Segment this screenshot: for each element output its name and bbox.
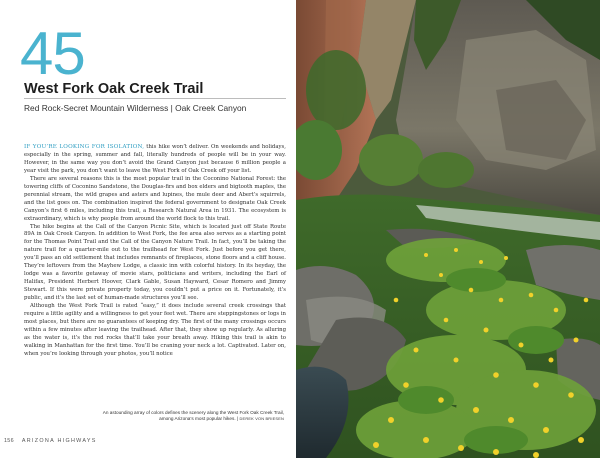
canyon-photo-illustration: [296, 0, 600, 458]
paragraph-2: There are several reasons this is the most popular trail in the Coconino National Forest: the towering cliffs of Coconino Sandstone, the Douglas-firs and box elders and bigtooth maples, the perennial stream, the wild grapes and asters and lupines, the mule deer and Abert’s squirrels, and the list goes on. The combination inspired the federal government to designate Oak Creek Canyon’s first 6 miles, including this trail, a Research Natural Area in 1931. The ecosystem is extraordinary, which is why people from around the world flock to this trail.: [24, 175, 286, 222]
left-page: [0, 0, 296, 458]
caption-text: An astounding array of colors defines the scenery along the West Fork Oak Creek Trail, among Arizona’s most popular hikes.: [102, 410, 284, 422]
lead-in: IF YOU’RE LOOKING FOR ISOLATION,: [24, 144, 145, 150]
canyon-photo: [296, 0, 600, 458]
article-body: [24, 144, 286, 359]
paragraph-3: The hike begins at the Call of the Canyon Picnic Site, which is located just off State Route 89A in Oak Creek Canyon. In addition to West Fork, the fee area also serves as a starting point for the Thomas Point Trail and the Call of the Canyon Nature Trail. In fact, you’ll be taking the nature trail for a quarter-mile out to the trailhead for West Fork. Just before you get there, you’ll pass an old settlement that includes remnants of fireplaces, stone floors and a cliff house. They’re leftovers from the Mayhew Lodge, a classic inn with colorful history. In its heyday, the lodge was a favorite getaway of movie stars, politicians and writers, including the Earl of Halifax, President Herbert Hoover, Clark Gable, Susan Hayward, Cesar Romero and Jimmy Stewart. If this were private property today, you couldn’t put a price on it. Fortunately, it’s public, and it’s the last set of human-made structures you’ll see.: [24, 223, 286, 302]
folio: [4, 438, 97, 444]
publication-name: ARIZONA HIGHWAYS: [21, 438, 97, 444]
paragraph-1: [24, 144, 286, 176]
trail-title: West Fork Oak Creek Trail: [24, 81, 204, 97]
paragraph-4: Although the West Fork Trail is rated “easy,” it does include several creek crossings that require a little agility and a willingness to get your feet wet. There are steppingstones or logs in most places, but there are no guarantees of keeping dry. The first of the many crossings occurs within a few minutes after leaving the trailhead. After that, they show up regularly. As alluring as the water is, it’s the red rocks that’ll take your breath away. Hiking this trail is akin to walking in Manhattan for the first time. You’ll be craning your neck a lot. Captivated. Later on, when you’re looking through your photos, you’ll notice: [24, 303, 286, 357]
trail-subtitle: Red Rock-Secret Mountain Wilderness | Oak Creek Canyon: [24, 103, 247, 113]
title-divider: [24, 98, 286, 99]
photo-credit: DEREK VON BRIESEN: [239, 416, 284, 422]
paragraph-1-text: this hike won’t deliver. On weekends and holidays, especially in the spring, summer and fall, literally hundreds of people will be in your way. However, in the same way you don’t avoid the Grand Canyon just because 6 million people a year visit the park, you don’t want to leave the West Fork of Oak Creek off your list.: [24, 144, 286, 174]
page-number: 156: [4, 438, 14, 444]
photo-caption: An astounding array of colors defines the scenery along the West Fork Oak Creek Trail, among Arizona’s most popular hikes. | DEREK VON BRIESEN: [102, 410, 284, 422]
trail-number: 45: [20, 20, 85, 87]
